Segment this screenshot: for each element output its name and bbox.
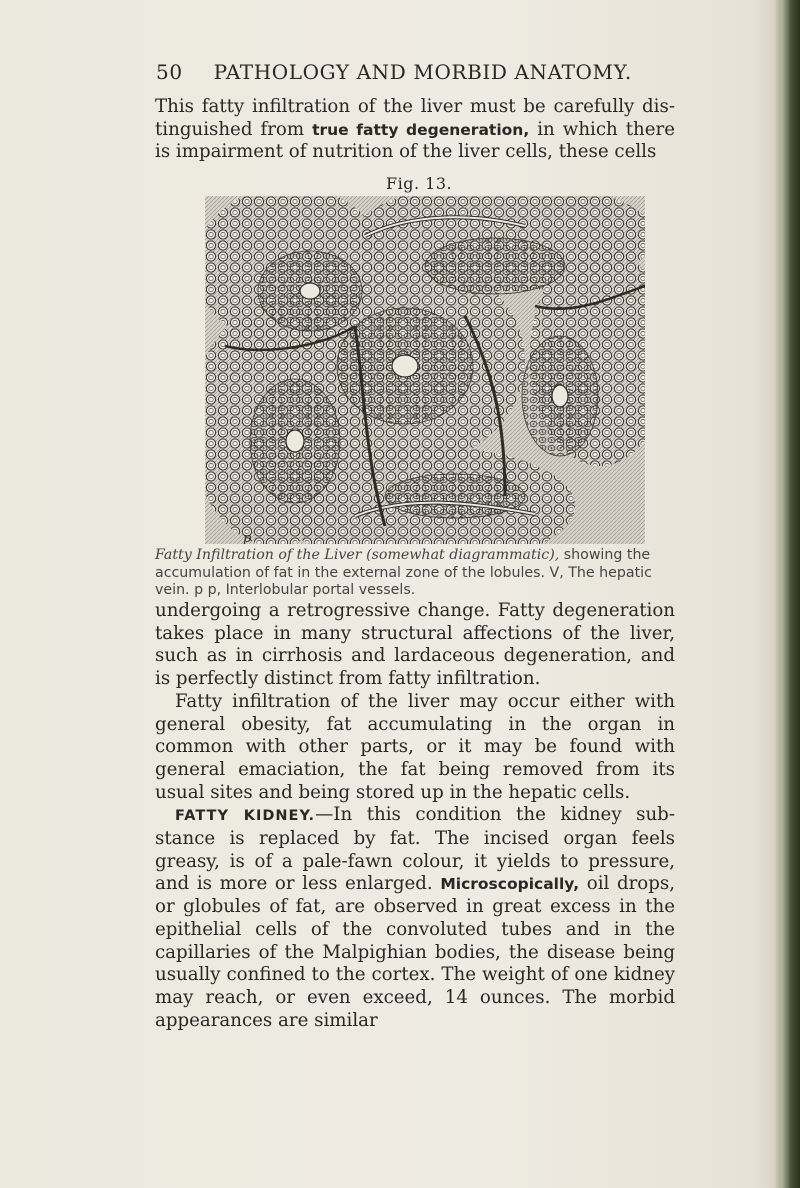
page-number: 50 <box>156 60 183 84</box>
paragraph-2: Fatty infiltration of the liver may occur either with general obesity, fat accumulating in the organ in common with other parts, or it may be found with general emaciation, the fat being removed from its usual sites and being stored up in the hepatic cells. <box>155 690 675 803</box>
running-title: PATHOLOGY AND MORBID ANATOMY. <box>213 60 632 84</box>
liver-engraving <box>205 196 645 544</box>
running-header <box>156 60 676 84</box>
paragraph-3-part-1: —In this condition the kidney substance is replaced by fat. The incised organ feels greasy, is of a pale-fawn colour, it yields to pressure, and is more or less enlarged. <box>155 804 675 895</box>
microscopically-phrase: Microscopically, <box>440 875 580 894</box>
paragraph-1: undergoing a retrogressive change. Fatty degeneration takes place in many structural affections of the liver, such as in cirrhosis and lardaceous degeneration, and is perfectly distinct from fatty infiltration. <box>155 600 675 690</box>
figure-label: Fig. 13. <box>386 174 453 193</box>
intro-text-after: in which there is impairment of nutrition of the liver cells, these cells <box>155 118 675 163</box>
caption-title: Fatty Infiltration of the Liver (somewhat diagrammatic), <box>155 547 560 563</box>
body-text <box>155 600 675 1032</box>
intro-bold-phrase: true fatty degeneration, <box>312 120 530 139</box>
caption-description: showing the accumulation of fat in the external zone of the lobules. V, The hepatic vein. p p, Interlobular portal vessels. <box>155 547 652 599</box>
liver-illustration <box>205 196 645 544</box>
paragraph-3-part-2: oil drops, or globules of fat, are observed in great excess in the epithelial cells of the convoluted tubes and in the capillaries of the Malpighian bodies, the disease being usually confined to the cortex. The weight of one kidney may reach, or even exceed, 14 ounces. The morbid appearances are similar <box>155 873 675 1031</box>
figure-caption <box>155 547 675 600</box>
intro-paragraph <box>155 96 675 164</box>
figure-marker-p: p <box>243 531 252 544</box>
section-heading-fatty-kidney: FATTY KIDNEY. <box>175 808 316 825</box>
intro-text-before: This fatty infiltration of the liver must be carefully distinguished from <box>155 96 675 140</box>
page-edge <box>774 0 800 1188</box>
paragraph-3 <box>155 804 675 1032</box>
